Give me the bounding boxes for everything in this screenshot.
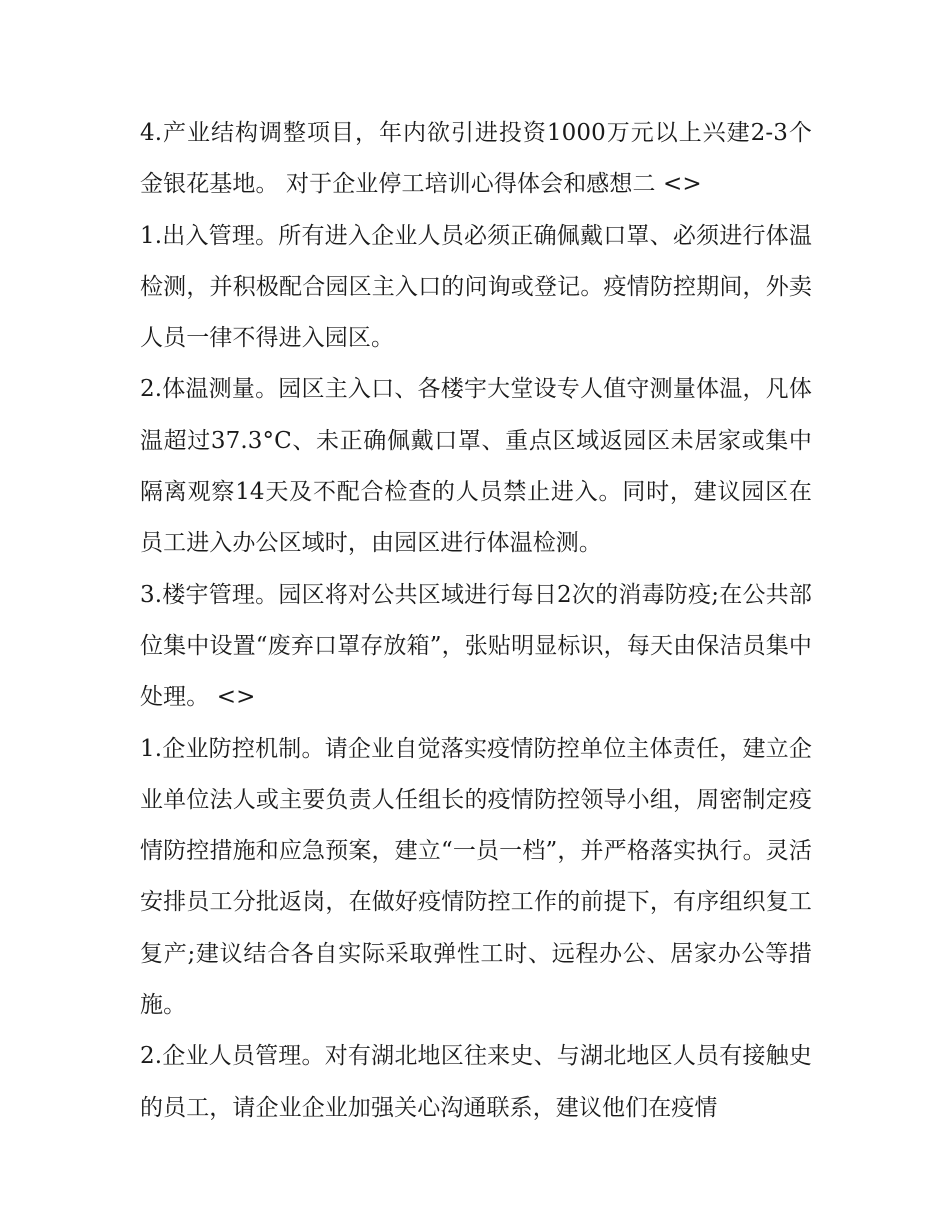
- paragraph-temperature-check: 2.体温测量。园区主入口、各楼宇大堂设专人值守测量体温，凡体温超过37.3°C、未正确佩戴口罩、重点区域返园区未居家或集中隔离观察14天及不配合检查的人员禁止进入。同时，建议园区在员工进入办公区域时，由园区进行体温检测。: [140, 376, 812, 557]
- paragraph-entry-management: 1.出入管理。所有进入企业人员必须正确佩戴口罩、必须进行体温检测，并积极配合园区主入口的问询或登记。疫情防控期间，外卖人员一律不得进入园区。: [140, 222, 812, 352]
- paragraph-enterprise-prevention-mechanism: 1.企业防控机制。请企业自觉落实疫情防控单位主体责任，建立企业单位法人或主要负责人任组长的疫情防控领导小组，周密制定疫情防控措施和应急预案，建立“一员一档”，并严格落实执行。灵活安排员工分批返岗，在做好疫情防控工作的前提下，有序组织复工复产;建议结合各自实际采取弹性工时、远程办公、居家办公等措施。: [140, 735, 812, 1019]
- paragraph-building-management: 3.楼宇管理。园区将对公共区域进行每日2次的消毒防疫;在公共部位集中设置“废弃口罩存放箱”，张贴明显标识，每天由保洁员集中处理。 <>: [140, 581, 812, 711]
- document-body: [140, 108, 812, 1134]
- paragraph-investment-project: 4.产业结构调整项目，年内欲引进投资1000万元以上兴建2-3个金银花基地。 对于企业停工培训心得体会和感想二 <>: [140, 120, 812, 198]
- paragraph-enterprise-personnel-management: 2.企业人员管理。对有湖北地区往来史、与湖北地区人员有接触史的员工，请企业企业加强关心沟通联系，建议他们在疫情: [140, 1043, 812, 1121]
